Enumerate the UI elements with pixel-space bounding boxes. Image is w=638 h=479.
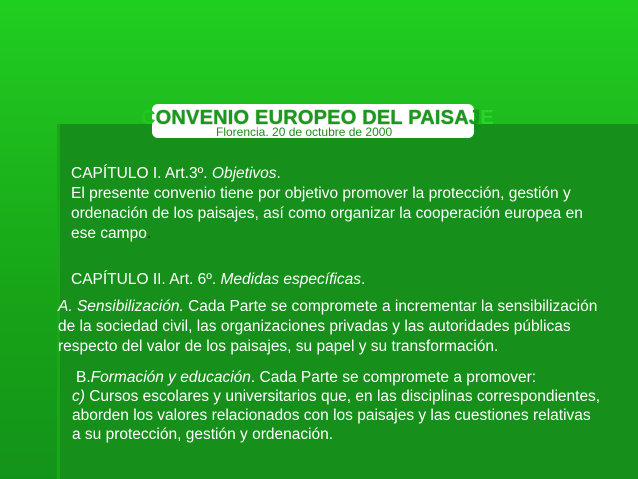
section-b-line-4: a su protección, gestión y ordenación. [72, 426, 334, 443]
cap1-line-3-text: ese campo [71, 225, 147, 242]
section-a-line-2: de la sociedad civil, las organizaciones privadas y las autoridades públicas [58, 318, 571, 335]
section-c-label: c) [72, 388, 85, 405]
section-a-line-1-rest: Cada Parte se compromete a incrementar la sensibilización [183, 298, 598, 315]
section-a-label: A. Sensibilización. [58, 298, 184, 315]
cap1-line-1: El presente convenio tiene por objetivo promover la protección, gestión y [71, 185, 571, 202]
cap2-heading-end: . [360, 271, 366, 288]
section-b-line-1-rest: . Cada Parte se compromete a promover: [250, 369, 537, 386]
section-b-line-1 [76, 368, 536, 388]
cap2-heading [71, 270, 365, 290]
cap1-heading-text: CAPÍTULO I. Art.3º. [71, 165, 212, 182]
cap1-line-3 [71, 224, 151, 244]
section-a-line-1 [58, 297, 597, 317]
cap2-heading-italic: Medidas específicas [220, 271, 361, 288]
cap1-line-3-punct: . [146, 225, 152, 242]
title-middle: ONVENIO EUROPEO DEL PAISAJ [155, 107, 481, 129]
cap2-heading-text: CAPÍTULO II. Art. 6º. [71, 271, 221, 288]
slide-subtitle: Florencia. 20 de octubre de 2000 [216, 125, 393, 139]
title-first-letter: C [141, 107, 156, 129]
cap1-heading-italic: Objetivos [211, 165, 277, 182]
section-c-rest: Cursos escolares y universitarios que, en las disciplinas correspondientes, [84, 388, 601, 405]
section-b-letter: B. [76, 369, 91, 386]
cap1-line-2: ordenación de los paisajes, así como organizar la cooperación europea en [71, 205, 583, 222]
section-a-line-3: respecto del valor de los paisajes, su papel y su transformación. [58, 338, 499, 355]
section-b-line-2 [72, 387, 600, 407]
section-b-line-3: aborden los valores relacionados con los paisajes y las cuestiones relativas [72, 407, 591, 424]
cap1-heading-end: . [276, 165, 281, 182]
section-b-label: Formación y educación [90, 369, 251, 386]
title-last-letter: E [480, 107, 494, 129]
cap1-heading [71, 164, 281, 184]
